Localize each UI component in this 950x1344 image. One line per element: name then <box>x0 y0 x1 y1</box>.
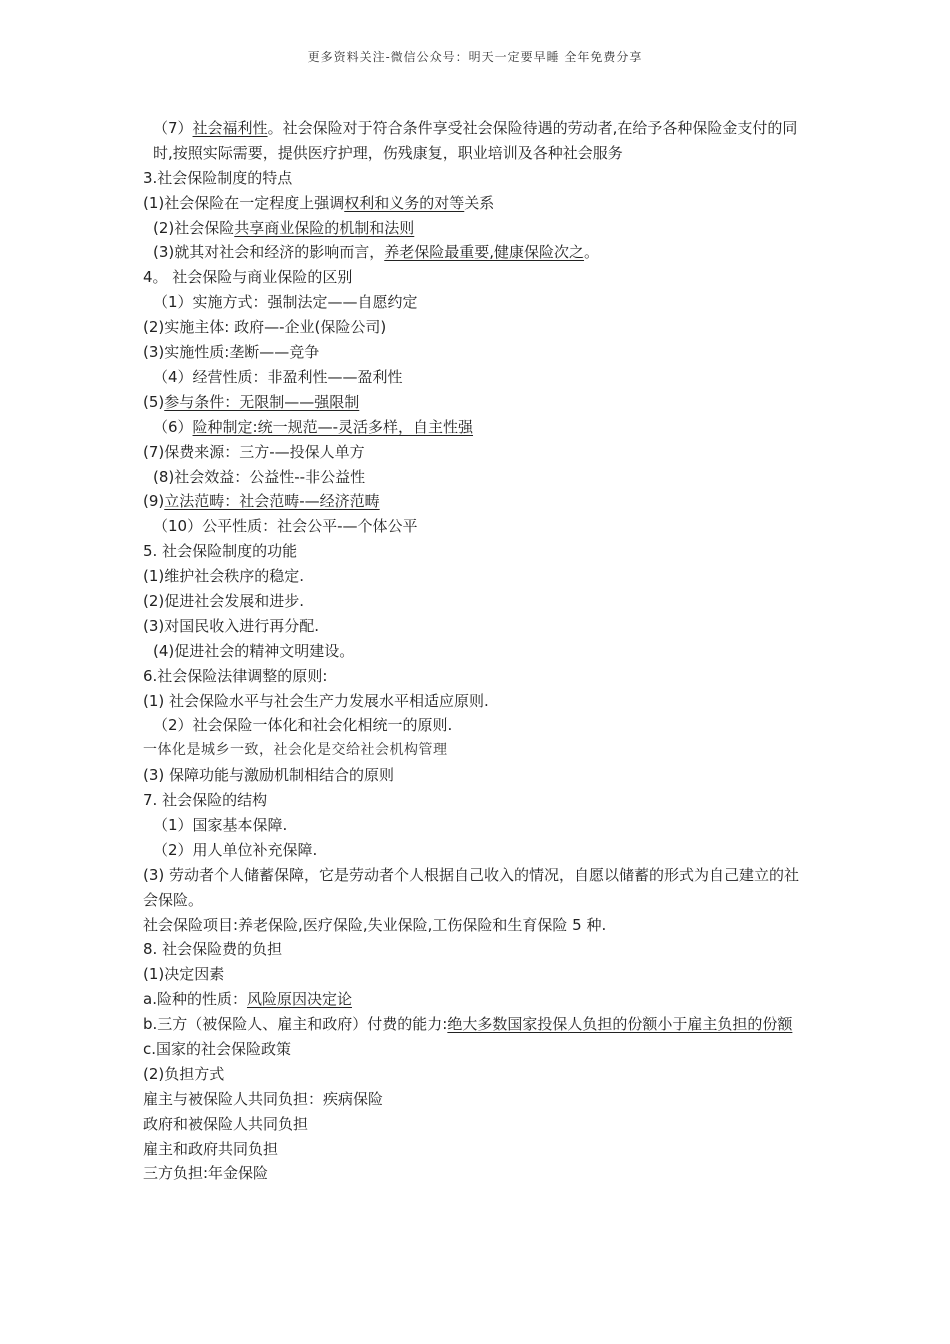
text-line <box>143 639 811 664</box>
text-line <box>143 1161 811 1186</box>
text-line <box>143 713 811 738</box>
text-line <box>143 863 811 913</box>
text-segment: a.险种的性质： <box>143 990 247 1009</box>
text-segment: 5. 社会保险制度的功能 <box>143 542 298 561</box>
text-line <box>143 539 811 564</box>
text-segment: 3.社会保险制度的特点 <box>143 168 293 187</box>
text-line <box>143 1112 811 1137</box>
text-line <box>143 166 811 191</box>
text-line <box>143 315 811 340</box>
text-line <box>143 987 811 1012</box>
text-segment: (2)实施主体: 政府—-企业(保险公司) <box>143 318 387 337</box>
text-segment: （4）经营性质：非盈利性——盈利性 <box>153 367 403 386</box>
text-segment: 6.社会保险法律调整的原则: <box>143 666 328 685</box>
text-segment: （6） <box>153 417 193 436</box>
text-line <box>143 1062 811 1087</box>
text-line <box>143 465 811 490</box>
text-segment: (3)就其对社会和经济的影响而言， <box>153 243 385 262</box>
text-line <box>143 1137 811 1162</box>
text-line <box>143 763 811 788</box>
text-segment: (4)促进社会的精神文明建设。 <box>153 641 355 660</box>
text-line <box>143 564 811 589</box>
text-line <box>143 216 811 241</box>
underlined-text: 共享商业保险的机制和法则 <box>234 218 415 237</box>
text-segment: 。社会保险对于符合条件享受社会保险待遇的劳动者,在给予各种保险金支付的同时,按照实际需要，提供医疗护理，伤残康复，职业培训及各种社会服务 <box>153 119 798 162</box>
text-segment: b.三方（被保险人、雇主和政府）付费的能力: <box>143 1015 448 1034</box>
text-segment: (8)社会效益：公益性--非公益性 <box>153 467 366 486</box>
underlined-text: 参与条件：无限制——强限制 <box>164 392 360 411</box>
text-line <box>143 116 811 166</box>
text-line <box>143 813 811 838</box>
underlined-text: 绝大多数国家投保人负担的份额小于雇主负担的份额 <box>447 1015 793 1034</box>
text-line <box>143 290 811 315</box>
underlined-text: 社会福利性 <box>192 119 268 137</box>
text-segment: (3)实施性质:垄断——竞争 <box>143 343 320 362</box>
text-line <box>143 838 811 863</box>
text-segment: (1)社会保险在一定程度上强调 <box>143 193 345 212</box>
text-line <box>143 1087 811 1112</box>
text-line <box>143 1037 811 1062</box>
text-line <box>143 614 811 639</box>
document-body <box>143 116 811 1186</box>
text-segment: （1）实施方式：强制法定——自愿约定 <box>153 293 418 312</box>
text-segment: (2)促进社会发展和进步. <box>143 591 305 610</box>
text-line <box>143 788 811 813</box>
text-line <box>143 962 811 987</box>
underlined-text: 权利和义务的对等 <box>344 193 465 212</box>
text-line <box>143 390 811 415</box>
text-line <box>143 589 811 614</box>
text-segment: 政府和被保险人共同负担 <box>143 1114 309 1133</box>
text-line <box>143 415 811 440</box>
text-segment: （2）社会保险一体化和社会化相统一的原则. <box>153 716 453 735</box>
text-line <box>143 489 811 514</box>
handwritten-note <box>143 738 811 763</box>
text-segment: 关系 <box>464 193 495 212</box>
text-segment: 雇主和政府共同负担 <box>143 1139 279 1158</box>
text-segment: (5) <box>143 392 165 411</box>
text-segment: （1）国家基本保障. <box>153 815 288 834</box>
text-segment: 三方负担:年金保险 <box>143 1164 269 1183</box>
text-segment: (3) 劳动者个人储蓄保障，它是劳动者个人根据自己收入的情况，自愿以储蓄的形式为自己建立的社会保险。 <box>143 865 800 909</box>
text-segment: （7） <box>153 119 193 137</box>
underlined-text: 风险原因决定论 <box>246 990 352 1009</box>
text-line <box>143 1012 811 1037</box>
text-segment: 社会保险项目:养老保险,医疗保险,失业保险,工伤保险和生育保险 5 种. <box>143 915 607 934</box>
text-segment: 一体化是城乡一致，社会化是交给社会机构管理 <box>143 742 448 759</box>
text-line <box>143 913 811 938</box>
page-header: 更多资料关注-微信公众号：明天一定要早睡 全年免费分享 <box>307 50 643 64</box>
text-line <box>143 514 811 539</box>
underlined-text: 立法范畴：社会范畴-—经济范畴 <box>164 492 380 511</box>
text-line <box>143 240 811 265</box>
text-segment: (1) 社会保险水平与社会生产力发展水平相适应原则. <box>143 691 489 710</box>
text-segment: 雇主与被保险人共同负担：疾病保险 <box>143 1089 384 1108</box>
text-line <box>143 265 811 290</box>
text-segment: 4。 社会保险与商业保险的区别 <box>143 268 353 287</box>
text-line <box>143 664 811 689</box>
text-segment: 8. 社会保险费的负担 <box>143 940 283 959</box>
text-segment: (3)对国民收入进行再分配. <box>143 616 320 635</box>
text-line <box>143 937 811 962</box>
text-segment: (2)社会保险 <box>153 218 235 237</box>
text-line <box>143 340 811 365</box>
text-segment: (1)决定因素 <box>143 965 225 984</box>
underlined-text: 养老保险最重要,健康保险次之 <box>384 243 585 262</box>
text-segment: （2）用人单位补充保障. <box>153 840 318 859</box>
text-segment: c.国家的社会保险政策 <box>143 1040 292 1059</box>
text-segment: (2)负担方式 <box>143 1064 225 1083</box>
text-line <box>143 365 811 390</box>
text-segment: (7)保费来源：三方-—投保人单方 <box>143 442 365 461</box>
text-line <box>143 191 811 216</box>
text-line <box>143 440 811 465</box>
underlined-text: 险种制定:统一规范—-灵活多样，自主性强 <box>192 417 474 436</box>
text-segment: （10）公平性质：社会公平-—个体公平 <box>153 517 418 536</box>
text-segment: 7. 社会保险的结构 <box>143 791 268 810</box>
text-segment: (9) <box>143 492 165 511</box>
text-segment: 。 <box>584 243 600 262</box>
text-segment: (1)维护社会秩序的稳定. <box>143 567 305 586</box>
text-segment: (3) 保障功能与激励机制相结合的原则 <box>143 766 395 785</box>
text-line <box>143 689 811 714</box>
